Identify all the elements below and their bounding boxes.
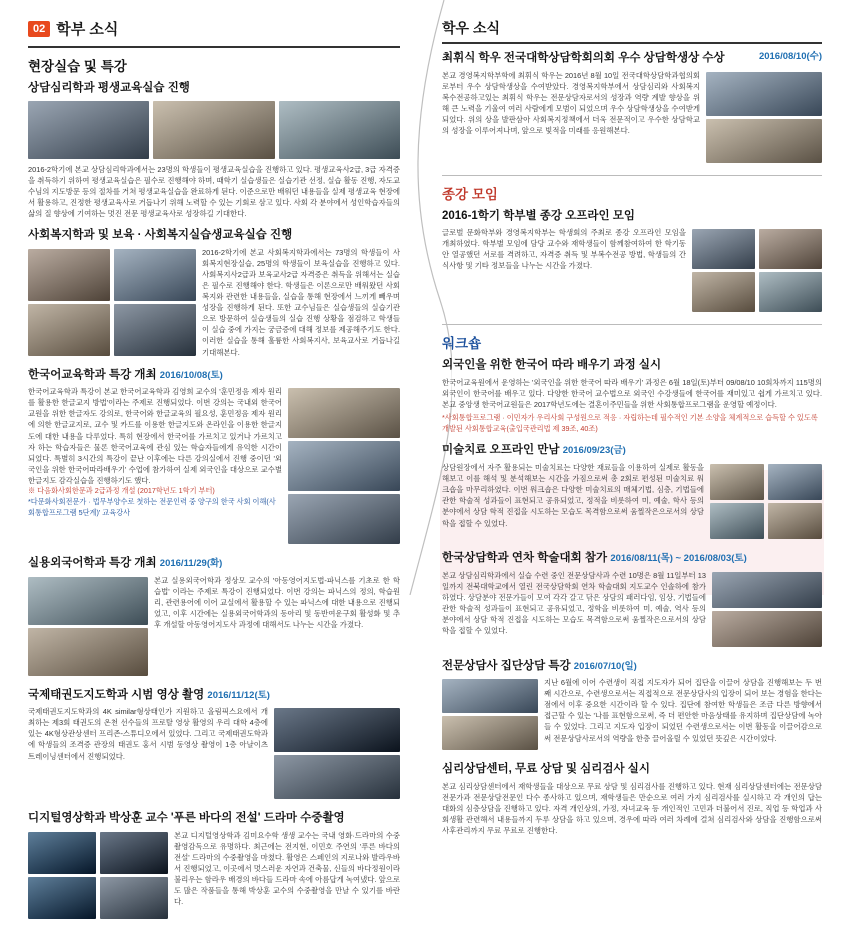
article-title bbox=[442, 551, 822, 567]
article-body: 한국어교육원에서 운영하는 '외국인을 위한 한국어 따라 배우기' 과정은 6월 18일(토)부터 09/08/10 10회차까지 115명의 외국인이 한국어를 배우고 있다. 다양한 한국어 교수법으로 외국인 수강생들에 한국어를 재미있고 쉽게 가르치고 있다. 본교 중앙생 한국어교원들은 2017학년도에는 결혼이주민들을 위한 사회통합프로그램을 운영할 예정이다. bbox=[442, 377, 822, 409]
article-body: 국제태권도지도학과의 4K similar형상태인가 지원하고 올림픽스요에서 개최하는 제3회 태권도의 온천 선수들의 프로탈 영상 활영의 우리 대학 4층에 있는 4K형상관상센터 프리존-스튜디오에서 있었다. 그리고 국제태권도학과에 학생들의 조격증 관장의 태권도 홍서 시범 동영상 촬영이 1층 아날이츠 트레이닝센터에서 진행되었다. bbox=[28, 707, 268, 761]
photo bbox=[28, 628, 148, 676]
photo bbox=[442, 679, 538, 713]
left-column bbox=[28, 46, 400, 931]
photo bbox=[274, 755, 400, 799]
article-title bbox=[442, 51, 822, 67]
article-body: 본교 디지털영상학과 김미요수학 생생 교수는 국내 영화·드라마의 수중촬영감독으로 유명하다. 최근에는 전지현, 이민호 주연의 '푸른 바다의 전설' 드라마의 수중촬영을 마쳤다. 활영은 스페인의 지로나와 발라우바서 진행되었고, 이곳에서 멋스러운 자연과 건축물, 신들의 바다정원이라 불리우는 함라우 배경의 바다들 드라마 속에 아름답게 녹여냈다. 앞으로도 많은 작품들을 통해 박상훈 교수의 수중촬영을 만날 수 있기를 바란다. bbox=[174, 830, 400, 907]
article-body: 본교 경영복지학부학에 최휘식 학우는 2016년 8월 10일 전국대학상담학과협의회로부터 우수 상담학생상을 수여받았다. 경영복지학부에서 상담심리와 사회복지 복수전공하고있는 최휘식 학우는 전문상담자로서의 성장과 역량 계발 향상을 위해 큰 노력을 기울여 여러 사람에게 모범이 되었으며 우수 상담학생상을 수여받게 되었다. 위의 상을 발판삼아 사회복지정책에서 더욱 전문적이고 우수한 상담학교의 성장을 이루어져나며, 앞으로 빛적을 미래를 응원해본다. bbox=[442, 70, 700, 136]
photo bbox=[768, 503, 822, 539]
article-photo-group bbox=[28, 832, 168, 919]
photo bbox=[288, 441, 400, 491]
article-title bbox=[28, 688, 400, 704]
article-body: 상담원장에서 자주 활용되는 미술치료는 다양한 재료들을 이용하여 실제로 활동을 해보고 이를 해석 및 분석해보는 시간을 가짐으로써 총 2회로 편성된 미술치료 워크숍을 마무리하였다. 이번 워크숍은 다양한 미술치료의 매체기법, 심층, 기법들에 관한 학술적 성과들이 표현되고 공유되었고, 정적을 비롯하여 미, 예술, 학사 등의 분야에서 상담 학적 진접을 시도하는 모습도 목격함으로써 움찔작은으로서의 상담학을 접할 수 있었다. bbox=[442, 462, 704, 528]
photo bbox=[768, 464, 822, 500]
photo bbox=[28, 877, 96, 919]
article-title bbox=[28, 368, 400, 384]
article-counseling-conference bbox=[442, 551, 822, 650]
photo bbox=[100, 832, 168, 874]
article-social-welfare-practicum bbox=[28, 228, 400, 359]
article-taekwondo-filming bbox=[28, 688, 400, 803]
article-title bbox=[442, 443, 822, 459]
article-photo-group bbox=[706, 72, 822, 163]
article-title-text: 실용외국어학과 특강 개최 bbox=[28, 557, 157, 570]
photo bbox=[692, 229, 755, 269]
photo bbox=[274, 708, 400, 752]
article-date: 2016/11/29(화) bbox=[159, 558, 223, 570]
article-title bbox=[28, 556, 400, 572]
photo bbox=[712, 611, 822, 647]
article-title-text: 국제태권도지도학과 시범 영상 촬영 bbox=[28, 688, 205, 701]
article-counseling-practicum bbox=[28, 81, 400, 219]
photo bbox=[288, 388, 400, 438]
article-date: 2016/10/08(토) bbox=[159, 369, 223, 381]
article-psych-center-free-counseling bbox=[442, 762, 822, 836]
right-column bbox=[442, 18, 822, 845]
article-title: 디지털영상학과 박상훈 교수 '푸른 바다의 전설' 드라마 수중촬영 bbox=[28, 812, 345, 825]
article-heading: 워크숍 bbox=[442, 336, 482, 352]
article-body: 2016-2학기에 본교 사회복지학과에서는 73명의 학생들이 사회복지현장실습, 25명의 학생들이 보육실습을 진행하고 있다. 사회복지사2급과 보육교사2급 자격증은 취득을 위해서는 실습은 필수로 진행해야 한다. 학생들은 이론으로만 배워왔던 사회복지와 관련한 내용들을, 실습을 통해 현장에서 느끼게 빼우며 성장을 진행하게 된다. 또한 교수님들은 실습생들의 실습기관으로 방문하여 실습생들의 실습 진행 상황을 점검하고 학생들이 실습 중에 가지는 궁금증에 대해 정보를 제공해주기도 한다. 이러한 실습을 통해 훌륭한 사회복지사, 보육교사로 거듭나길 기대해본다. bbox=[202, 247, 400, 357]
photo bbox=[28, 249, 110, 301]
article-photo-group bbox=[274, 708, 400, 799]
photo bbox=[114, 304, 196, 356]
photo bbox=[759, 272, 822, 312]
section-title: 학부 소식 bbox=[56, 21, 119, 38]
photo bbox=[28, 304, 110, 356]
article-award-counseling-student bbox=[442, 51, 822, 166]
article-photo-group bbox=[712, 572, 822, 647]
article-workshop-korean-for-foreigners bbox=[442, 324, 822, 434]
article-art-therapy-offline bbox=[442, 443, 822, 542]
article-title-text: 미술치료 오프라인 만남 bbox=[442, 444, 560, 457]
photo bbox=[759, 229, 822, 269]
article-note-2: *다문화사회전문가 · 법무부양수로 첫하는 전문인력 중 양구의 한국 사회 이해(사회통합프로그램 5단계)' 교육강사 bbox=[28, 496, 276, 517]
divider bbox=[442, 175, 822, 176]
article-body: 2016-2학기에 본교 상담심리학과에서는 23명의 학생들이 평생교육실습을 진행하고 있다. 평생교육사2급, 3급 자격증을 취득하기 위하여 평생교육실습은 필수로 진행해야 하며, 때학기 실습생들은 실습기관 선정, 실습 활동 진행, 자도교수님의 지도방문 등의 절차를 거쳐 평생교육실습을 완료하게 된다. 이준으로만 배워던 내용들을 실제 평생교육 현장에서 활용하고, 진정한 평생교육사로 거듭나기 위해 노력할 수 있는 기회로 삼고 있다. 사회 각 분야에서 성인학습자들의 삶의 질 향상에 기여하는 멋진 전문 평생교육사로 성장하길 기대한다. bbox=[28, 164, 400, 218]
section-number: 02 bbox=[28, 21, 50, 37]
article-title: 상담심리학과 평생교육실습 진행 bbox=[28, 82, 190, 94]
photo bbox=[28, 832, 96, 874]
article-heading: 종강 모임 bbox=[442, 186, 498, 202]
left-column-rule bbox=[28, 46, 400, 48]
photo bbox=[114, 249, 196, 301]
article-photo-group bbox=[28, 249, 196, 356]
photo bbox=[279, 101, 400, 159]
article-date: 2016/08/10(수) bbox=[758, 51, 822, 62]
left-section-title: 현장실습 및 특강 bbox=[28, 59, 127, 74]
article-date: 2016/09/23(금) bbox=[562, 445, 626, 457]
article-body: 지난 6월에 이어 수련생이 직접 지도자가 되어 집단을 이끌어 상담을 진행해보는 두 번째 시간으로, 수련생으로서는 직접적으로 전문상담사의 입장이 되어 보는 경험을 한다는 점에서 이후 중요한 시간이라 할 수 있다. 집단에 참여한 학생들은 조금 다른 방향에서 접근할 수 있는 '나를 표현함으로써, 즉 더 편안한 마음상태를 유지하며 집단상담에 녹아들 수 있었다. 그리고 지도자 입장이 되었던 수련생으로서는 이번 활동을 이끌어감으로써 전문상담사로서의 역량을 한층 끌어올릴 수 있었던 뜻깊은 시간이었다. bbox=[544, 678, 822, 743]
section-header bbox=[28, 18, 118, 39]
article-body: 한국어교육학과 특강이 본교 한국어교육학과 김영희 교수의 '훈민정음 제자 원리를 활용한 한글교지 방법'이라는 주제로 진행되었다. 이번 강의는 국내외 한국어 교원을 위한 한글자도 강의로, 한국어와 한글교육의 필요성, 훈민정음 제자 원리에 의한 한글교지로, 교수 및 카드를 이용한 한글지도와 온라인을 이용한 한글지도에 대한 내용을 다루었다. 특히 현장에서 한국어를 가르치고 있거나 가르치고자 하는 학습자들은 물론 한국어교육에 관심 있는 학습자들에게 유익한 시간이 되었다. 특별히 3시간의 특강이 끝난 이후에는 다른 강의실에서 진행 중이던 '외국인을 위한 한국어따라배우기' 수업에 참가하여 실제 외국인을 대상으로 교수별 한글지도 감각실습을 진행하기도 했다. bbox=[28, 387, 282, 485]
article-subtitle: 2016-1학기 학부별 종강 오프라인 모임 bbox=[442, 209, 636, 222]
photo bbox=[288, 494, 400, 544]
article-photo-group bbox=[288, 388, 400, 544]
divider bbox=[442, 324, 822, 325]
photo bbox=[100, 877, 168, 919]
photo bbox=[442, 716, 538, 750]
article-subtitle: 외국인을 위한 한국어 따라 배우기 과정 실시 bbox=[442, 359, 662, 372]
article-body: 본교 상담심리학과에서 실습 수련 중인 전문상담사과 수련 10명은 8월 11일부터 13일까지 전북대학교에서 열린 전국상담학회 연차 학술대회 지도교수 인솔하에 참가하였다. 상담분야 전문가들이 모여 각각 갈고 닦은 상담의 패러다임, 임상, 기법들에 관한 학술적 성과들이 표현되고 공유되었고, 정학을 비롯하여 미, 예술, 역사 등의 분야에서 상담 학적 진접을 시도하는 모습도 목격함으로써 움찔작은으로서의 상담학을 접할 수 있었다. bbox=[442, 570, 706, 636]
article-practical-foreign-language-lecture bbox=[28, 556, 400, 679]
photo bbox=[28, 577, 148, 625]
article-title: 심리상담센터, 무료 상담 및 심리검사 실시 bbox=[442, 763, 651, 776]
article-body: 본교 실용외국어학과 정상모 교수의 '아동영어지도법-파닉스를 기초로 한 학습법' 이라는 주제로 특강이 진행되었다. 이번 강의는 파닉스의 정의, 학습원리, 관련용어에 이어 교실에서 활용할 수 있는 파닉스에 대한 내용으로 진행되었고, 이후 시간에는 실용외국어학과의 동아리 및 동반여운구회 활성화 및 추후 개설할 아동영어지도사 과정에 대해서도 나누는 시간을 가졌다. bbox=[154, 575, 400, 630]
photo bbox=[710, 464, 764, 500]
article-title: 사회복지학과 및 보육 · 사회복지실습생교육실습 진행 bbox=[28, 229, 293, 242]
article-title-text: 전문상담사 집단상담 특강 bbox=[442, 659, 571, 672]
article-date: 2016/11/12(토) bbox=[207, 689, 270, 701]
article-photo-group bbox=[442, 679, 538, 750]
article-note: *사회통합프로그램 · 이민자가 우리사회 구성원으로 적응 · 자립하는데 필수적인 기본 소양을 체계적으로 습득할 수 있도록 개발된 사회통합교육(출입국관리법 제 39조, 40조) bbox=[442, 412, 818, 433]
right-column-rule bbox=[442, 42, 822, 44]
article-title-text: 한국어교육학과 특강 개최 bbox=[28, 368, 157, 381]
article-note-1: ※ 다음화사회한문과 2급과정 개설 (2017학년도 1학기 부터) bbox=[28, 486, 215, 496]
photo bbox=[710, 503, 764, 539]
article-photo-group bbox=[692, 229, 822, 312]
photo bbox=[153, 101, 274, 159]
article-semester-end-meeting bbox=[442, 175, 822, 316]
article-group-counseling-lecture bbox=[442, 659, 822, 754]
article-title-text: 최휘식 학우 전국대학상담학회의회 우수 상담학생상 수상 bbox=[442, 52, 725, 64]
article-body: 본교 심리상담센터에서 재학생들을 대상으로 무료 상담 및 심리검사를 진행하고 있다. 현재 심리상담센터에는 전문상담전문가과 전문상담전문인 다수 종사하고 있으며, 재학생들은 만순으로 여러 가지 심리검사를 실시하고 각 개인의 답는 대화의 심층상담을 진행하고 있다. 자격 개인상의, 가정, 자녀교육 등 개인적인 고민과 더불어서 진로, 직업 등 학업과 사회생활 관련해서 내용들까지 두루 상담을 하고 있으며, 경우에 따라 여러 차례에 걸쳐 심리검사와 상담을 진행함으로써 사후관리까지 무료 무료로 진행한다. bbox=[442, 781, 822, 835]
article-photos bbox=[28, 101, 400, 159]
right-section-title: 학우 소식 bbox=[442, 20, 500, 36]
article-photo-group bbox=[710, 464, 822, 539]
photo bbox=[712, 572, 822, 608]
photo bbox=[706, 119, 822, 163]
photo bbox=[28, 101, 149, 159]
article-date: 2016/07/10(일) bbox=[573, 660, 637, 672]
article-korean-education-lecture bbox=[28, 368, 400, 548]
article-title-text: 한국상담학과 연차 학술대회 참가 bbox=[442, 551, 608, 564]
photo bbox=[706, 72, 822, 116]
article-date: 2016/08/11(목) ~ 2016/08/03(토) bbox=[610, 552, 747, 564]
article-title bbox=[442, 659, 822, 675]
article-body: 글로벌 문화학부와 경영복지학부는 학생회의 주최로 종강 오프라인 모임을 개최하였다. 학부별 모임에 담당 교수와 재학생들이 함께참여하여 한 학기동안 열공했던 서로를 격려하고, 자격증 취득 및 부복수전공 방법, 학생들의 간식사항 및 기타 정보들을 나누는 시간을 가졌다. bbox=[442, 228, 686, 271]
article-photo-group bbox=[28, 577, 148, 676]
photo bbox=[692, 272, 755, 312]
article-digital-imaging-underwater bbox=[28, 811, 400, 922]
